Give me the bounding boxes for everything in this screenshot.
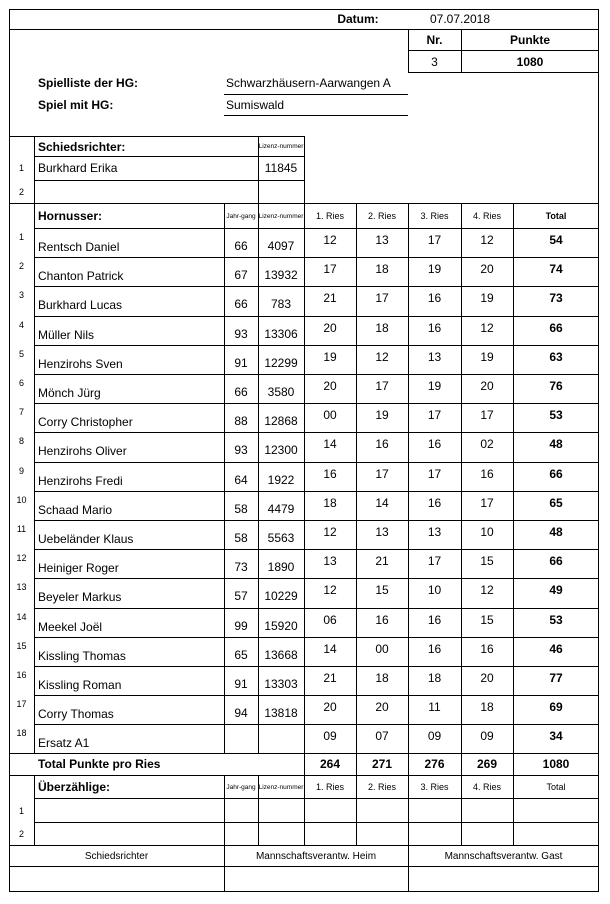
player-lizenz: 3580 <box>267 385 295 399</box>
player-r1: 17 <box>323 262 337 277</box>
player-name: Chanton Patrick <box>38 269 124 284</box>
player-jahrgang: 93 <box>234 326 248 341</box>
player-r3: 16 <box>427 437 442 452</box>
player-name: Henzirohs Fredi <box>38 473 123 488</box>
signature-heim: Mannschaftsverantw. Heim <box>255 850 377 862</box>
player-name: Henzirohs Oliver <box>38 444 127 459</box>
player-r1: 21 <box>323 291 337 306</box>
players-title: Hornusser: <box>38 209 103 223</box>
player-name: Henzirohs Sven <box>38 356 123 371</box>
player-jahrgang: 88 <box>234 414 248 429</box>
player-r2: 14 <box>375 495 389 510</box>
extras-row-nr: 2 <box>18 829 24 839</box>
player-name: Heiniger Roger <box>38 561 119 576</box>
player-r1: 21 <box>323 671 337 685</box>
punkte-label: Punkte <box>509 33 550 47</box>
player-jahrgang: 67 <box>234 268 248 283</box>
player-r2: 19 <box>375 408 389 423</box>
referee-nr: 1 <box>18 163 24 173</box>
player-lizenz: 13932 <box>264 268 298 283</box>
player-jahrgang: 91 <box>234 355 248 370</box>
player-r3: 13 <box>427 349 442 364</box>
totals-total: 1080 <box>542 756 570 771</box>
player-name: Burkhard Lucas <box>38 298 123 313</box>
player-r3: 11 <box>428 700 441 715</box>
extras-jahrgang-header: Jahr-gang <box>226 783 256 791</box>
extras-ries4-header: 4. Ries <box>472 782 501 792</box>
player-lizenz: 12299 <box>264 355 298 370</box>
player-r2: 13 <box>375 525 389 539</box>
player-r2: 20 <box>375 700 389 715</box>
player-r1: 19 <box>323 349 337 364</box>
player-lizenz: 13668 <box>264 647 298 662</box>
player-nr: 11 <box>16 524 27 534</box>
jahrgang-header: Jahr-gang <box>226 212 256 220</box>
player-name: Kissling Thomas <box>38 648 126 663</box>
player-jahrgang: 66 <box>234 239 248 253</box>
player-lizenz: 12300 <box>264 443 298 458</box>
player-nr: 5 <box>18 348 24 359</box>
extras-lizenz-header: Lizenz-nummer <box>258 783 304 791</box>
player-r4: 15 <box>480 554 494 569</box>
player-jahrgang: 93 <box>234 443 248 458</box>
player-r4: 16 <box>480 466 494 481</box>
player-jahrgang: 64 <box>234 472 248 487</box>
player-name: Ersatz A1 <box>38 736 90 751</box>
player-r2: 12 <box>375 349 389 364</box>
player-r1: 16 <box>323 466 337 481</box>
player-r3: 13 <box>427 525 442 539</box>
ries4-header: 4. Ries <box>472 211 501 221</box>
player-r4: 15 <box>480 612 494 627</box>
player-r2: 00 <box>375 641 389 656</box>
player-lizenz: 4479 <box>267 501 295 516</box>
extras-ries2-header: 2. Ries <box>367 782 396 792</box>
player-name: Meekel Joël <box>38 619 103 634</box>
player-nr: 16 <box>16 670 27 680</box>
player-r4: 19 <box>480 291 494 306</box>
player-lizenz: 12868 <box>264 414 298 429</box>
player-r4: 12 <box>480 320 494 335</box>
datum-label: Datum: <box>337 12 379 26</box>
player-total: 69 <box>549 700 563 715</box>
referee-nr: 2 <box>18 187 24 197</box>
ries3-header: 3. Ries <box>420 211 449 221</box>
player-nr: 18 <box>16 728 27 739</box>
player-name: Uebeländer Klaus <box>38 532 134 546</box>
player-nr: 9 <box>18 465 24 476</box>
datum-value: 07.07.2018 <box>429 12 491 26</box>
player-r1: 00 <box>323 408 337 423</box>
player-r1: 14 <box>323 641 337 656</box>
player-r3: 17 <box>427 408 442 423</box>
spielliste-value: Schwarzhäusern-Aarwangen A <box>226 76 391 90</box>
totals-ries3: 276 <box>424 756 445 771</box>
player-nr: 2 <box>18 261 24 272</box>
player-name: Schaad Mario <box>38 502 113 517</box>
player-r1: 13 <box>323 554 337 569</box>
player-total: 73 <box>549 291 563 306</box>
extras-total-header: Total <box>546 782 566 792</box>
player-total: 48 <box>549 437 563 452</box>
player-r2: 21 <box>375 554 389 569</box>
player-r2: 16 <box>375 437 389 452</box>
player-nr: 13 <box>16 582 27 593</box>
player-jahrgang: 73 <box>234 560 248 575</box>
player-r2: 17 <box>375 466 389 481</box>
player-jahrgang: 99 <box>234 618 248 633</box>
signature-gast: Mannschaftsverantw. Gast <box>444 850 563 862</box>
player-r4: 20 <box>480 379 494 393</box>
player-total: 48 <box>549 525 563 539</box>
player-lizenz: 5563 <box>267 531 295 545</box>
player-r4: 20 <box>480 671 494 685</box>
player-r2: 17 <box>375 291 389 306</box>
player-r3: 10 <box>427 583 442 598</box>
player-jahrgang <box>224 733 258 751</box>
player-r2: 15 <box>375 583 389 598</box>
player-name: Kissling Roman <box>38 678 122 692</box>
player-r1: 06 <box>323 612 337 627</box>
extras-ries1-header: 1. Ries <box>315 782 344 792</box>
player-r1: 12 <box>323 233 337 247</box>
player-total: 66 <box>549 554 563 569</box>
referee-lizenz: 11845 <box>264 161 298 175</box>
extras-title: Überzählige: <box>38 780 111 794</box>
player-nr: 8 <box>18 436 24 447</box>
player-lizenz: 783 <box>270 297 292 312</box>
player-r4: 12 <box>480 233 494 247</box>
spiel-mit-label: Spiel mit HG: <box>38 98 114 112</box>
player-r1: 20 <box>323 320 337 335</box>
player-total: 66 <box>549 320 563 335</box>
nr-value: 3 <box>431 54 438 69</box>
player-total: 53 <box>549 612 563 627</box>
player-name: Mönch Jürg <box>38 386 101 400</box>
player-total: 49 <box>549 583 563 598</box>
player-nr: 7 <box>18 407 24 418</box>
player-r3: 16 <box>427 612 442 627</box>
player-total: 76 <box>549 379 563 393</box>
extras-row-nr: 1 <box>18 806 24 816</box>
referee-name: Burkhard Erika <box>38 161 118 175</box>
player-r2: 18 <box>375 320 389 335</box>
total-header: Total <box>545 211 567 221</box>
nr-label: Nr. <box>426 33 443 47</box>
player-r4: 09 <box>480 729 494 744</box>
player-lizenz <box>258 733 304 751</box>
player-total: 53 <box>549 408 563 423</box>
player-nr: 3 <box>18 290 24 301</box>
player-r4: 18 <box>480 700 494 715</box>
spiel-mit-value: Sumiswald <box>226 98 285 112</box>
player-nr: 12 <box>16 553 27 564</box>
player-r2: 13 <box>375 233 389 247</box>
extras-ries3-header: 3. Ries <box>420 782 449 792</box>
player-r1: 09 <box>323 729 337 744</box>
player-r2: 18 <box>375 671 389 685</box>
player-r3: 17 <box>427 233 442 247</box>
player-total: 65 <box>549 495 563 510</box>
player-nr: 6 <box>18 378 24 388</box>
player-r4: 19 <box>480 349 494 364</box>
player-r3: 17 <box>427 466 442 481</box>
punkte-value: 1080 <box>516 54 544 69</box>
ries1-header: 1. Ries <box>315 211 344 221</box>
referee-lizenz-header: Lizenz-nummer <box>258 143 304 150</box>
player-total: 66 <box>549 466 563 481</box>
referees-title: Schiedsrichter: <box>38 139 126 154</box>
player-r3: 18 <box>427 671 442 685</box>
player-r1: 20 <box>323 700 337 715</box>
player-r4: 17 <box>480 408 494 423</box>
player-nr: 15 <box>16 640 27 651</box>
player-lizenz: 4097 <box>267 239 295 253</box>
player-lizenz: 13303 <box>264 677 298 691</box>
player-r3: 19 <box>427 379 442 393</box>
player-r1: 14 <box>323 437 337 452</box>
player-total: 74 <box>549 262 563 277</box>
player-r3: 16 <box>427 320 442 335</box>
player-lizenz: 13306 <box>264 326 298 341</box>
player-name: Corry Thomas <box>38 707 114 722</box>
player-r2: 17 <box>375 379 389 393</box>
totals-label: Total Punkte pro Ries <box>38 756 161 771</box>
signature-schiedsrichter: Schiedsrichter <box>84 850 149 862</box>
player-nr: 14 <box>16 611 27 622</box>
totals-ries1: 264 <box>319 756 341 771</box>
player-lizenz: 1922 <box>267 472 295 487</box>
player-r1: 20 <box>323 379 337 393</box>
player-nr: 17 <box>16 699 27 710</box>
player-r3: 16 <box>427 495 442 510</box>
player-name: Rentsch Daniel <box>38 240 120 254</box>
player-total: 46 <box>549 641 563 656</box>
spielliste-label: Spielliste der HG: <box>38 76 139 90</box>
player-lizenz: 1890 <box>267 560 295 575</box>
player-r3: 16 <box>427 641 442 656</box>
player-jahrgang: 91 <box>234 677 248 691</box>
player-r2: 07 <box>375 729 389 744</box>
player-jahrgang: 65 <box>234 647 248 662</box>
player-r4: 02 <box>480 437 494 452</box>
player-r1: 12 <box>323 525 337 539</box>
player-lizenz: 10229 <box>264 589 298 604</box>
player-r4: 10 <box>480 525 494 539</box>
player-jahrgang: 66 <box>234 297 248 312</box>
totals-ries4: 269 <box>476 756 498 771</box>
player-total: 54 <box>549 233 563 247</box>
player-jahrgang: 58 <box>234 501 248 516</box>
player-r4: 16 <box>480 641 494 656</box>
player-r4: 20 <box>480 262 494 277</box>
player-jahrgang: 94 <box>234 706 248 721</box>
totals-ries2: 271 <box>371 756 393 771</box>
player-r3: 19 <box>427 262 442 277</box>
player-jahrgang: 66 <box>234 385 248 399</box>
player-r3: 09 <box>427 729 442 744</box>
lizenz-header: Lizenz-nummer <box>258 212 304 220</box>
player-lizenz: 15920 <box>264 618 298 633</box>
player-nr: 10 <box>16 494 27 505</box>
player-name: Corry Christopher <box>38 415 133 430</box>
player-r4: 17 <box>480 495 494 510</box>
player-nr: 1 <box>18 232 24 242</box>
player-name: Beyeler Markus <box>38 590 122 605</box>
player-r1: 12 <box>323 583 337 598</box>
player-total: 34 <box>549 729 563 744</box>
player-lizenz: 13818 <box>264 706 298 721</box>
ries2-header: 2. Ries <box>367 211 396 221</box>
player-name: Müller Nils <box>38 327 95 342</box>
player-r3: 16 <box>427 291 442 306</box>
player-nr: 4 <box>18 319 24 330</box>
player-total: 77 <box>549 671 563 685</box>
player-r2: 16 <box>375 612 389 627</box>
player-jahrgang: 57 <box>234 589 248 604</box>
player-r3: 17 <box>427 554 442 569</box>
player-jahrgang: 58 <box>234 531 248 545</box>
player-r2: 18 <box>375 262 389 277</box>
player-total: 63 <box>549 349 563 364</box>
player-r1: 18 <box>323 495 337 510</box>
player-r4: 12 <box>480 583 494 598</box>
